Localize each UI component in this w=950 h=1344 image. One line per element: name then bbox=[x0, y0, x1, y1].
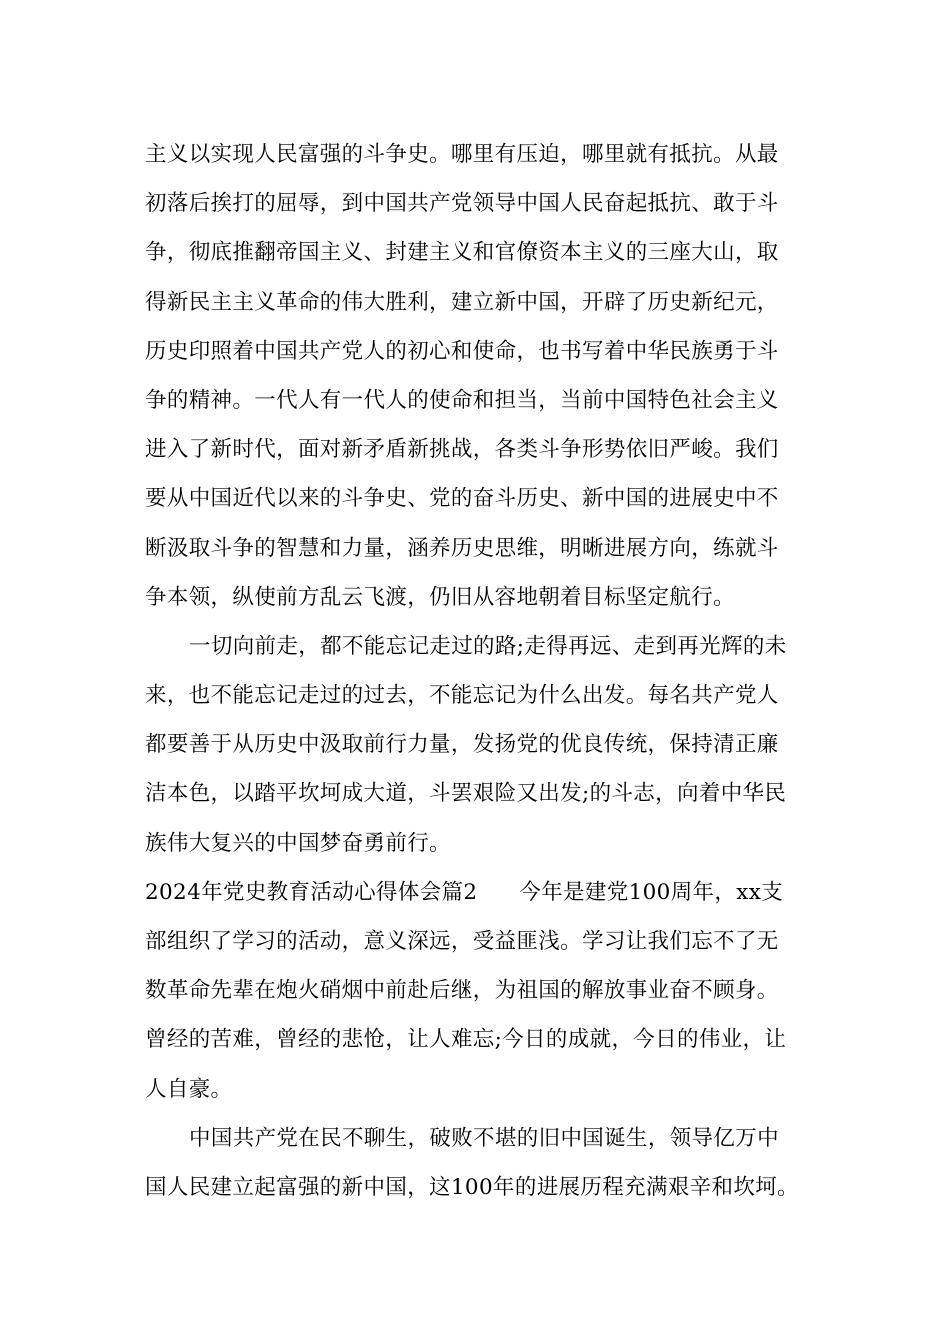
paragraph-4 bbox=[145, 1114, 825, 1212]
paragraph-line: 断汲取斗争的智慧和力量，涵养历史思维，明晰进展方向，练就斗 bbox=[145, 535, 779, 561]
paragraph-line: 得新民主主义革命的伟大胜利，建立新中国，开辟了历史新纪元， bbox=[145, 289, 779, 315]
paragraph-line: 国人民建立起富强的新中国，这100年的进展历程充满艰辛和坎坷。 bbox=[145, 1174, 799, 1200]
section-heading-line bbox=[145, 868, 825, 917]
paragraph-line: 进入了新时代，面对新矛盾新挑战，各类斗争形势依旧严峻。我们 bbox=[145, 437, 779, 463]
paragraph-line: 争本领，纵使前方乱云飞渡，仍旧从容地朝着目标坚定航行。 bbox=[145, 584, 735, 610]
paragraph-line: 历史印照着中国共产党人的初心和使命，也书写着中华民族勇于斗 bbox=[145, 338, 779, 364]
paragraph-line: 来，也不能忘记走过的过去，不能忘记为什么出发。每名共产党人 bbox=[145, 683, 779, 709]
paragraph-line: 部组织了学习的活动，意义深远，受益匪浅。学习让我们忘不了无 bbox=[145, 929, 779, 954]
paragraph-line: 数革命先辈在炮火硝烟中前赴后继，为祖国的解放事业奋不顾身。 bbox=[145, 978, 779, 1004]
paragraph-line: 争的精神。一代人有一代人的使命和担当，当前中国特色社会主义 bbox=[145, 387, 779, 413]
paragraph-line: 人自豪。 bbox=[145, 1076, 233, 1102]
paragraph-line: 都要善于从历史中汲取前行力量，发扬党的优良传统，保持清正廉 bbox=[145, 732, 779, 758]
paragraph-line: 中国共产党在民不聊生，破败不堪的旧中国诞生，领导亿万中 bbox=[189, 1125, 779, 1151]
paragraph-line: 洁本色，以踏平坎坷成大道，斗罢艰险又出发;的斗志，向着中华民 bbox=[145, 781, 787, 807]
paragraph-line: 族伟大复兴的中国梦奋勇前行。 bbox=[145, 830, 451, 856]
paragraph-3 bbox=[145, 868, 825, 1114]
paragraph-line: 要从中国近代以来的斗争史、党的奋斗历史、新中国的进展史中不 bbox=[145, 486, 779, 512]
paragraph-line: 争，彻底推翻帝国主义、封建主义和官僚资本主义的三座大山，取 bbox=[145, 240, 779, 266]
section-first-line: 今年是建党100周年，xx支 bbox=[519, 879, 784, 905]
paragraph-2 bbox=[145, 622, 825, 868]
document-body bbox=[145, 130, 825, 1212]
paragraph-line: 主义以实现人民富强的斗争史。哪里有压迫，哪里就有抵抗。从最 bbox=[145, 142, 779, 167]
paragraph-1 bbox=[145, 130, 825, 622]
paragraph-line: 初落后挨打的屈辱，到中国共产党领导中国人民奋起抵抗、敢于斗 bbox=[145, 191, 779, 217]
paragraph-line: 曾经的苦难，曾经的悲怆，让人难忘;今日的成就，今日的伟业，让 bbox=[145, 1027, 787, 1053]
section-heading: 2024年党史教育活动心得体会篇2 bbox=[145, 879, 478, 905]
paragraph-line: 一切向前走，都不能忘记走过的路;走得再远、走到再光辉的未 bbox=[189, 633, 787, 659]
